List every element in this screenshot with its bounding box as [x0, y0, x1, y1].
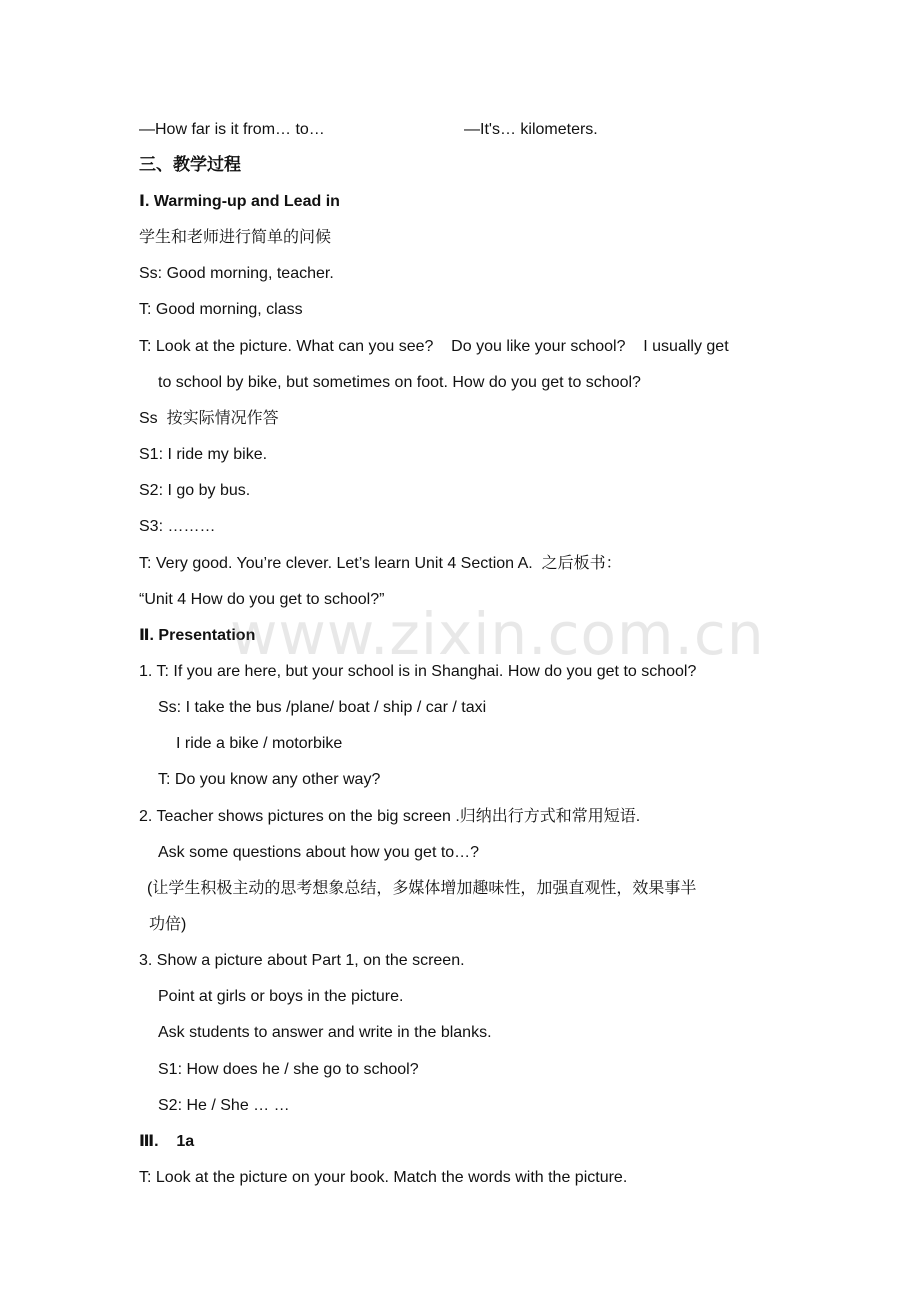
part2-title: Ⅱ. Presentation — [139, 627, 256, 644]
step-3: 3. Show a picture about Part 1, on the screen. — [139, 952, 465, 969]
dialogue-line: S1: I ride my bike. — [139, 446, 268, 463]
watermark: www.zixin.com.cn — [230, 600, 765, 668]
greet-intro: 学生和老师进行简单的问候 — [139, 229, 332, 246]
dialogue-line: Ss: Good morning, teacher. — [139, 265, 334, 282]
dialogue-line: T: Very good. You’re clever. Let’s learn Unit 4 Section A. 之后板书： — [139, 555, 622, 572]
section-title: 三、教学过程 — [139, 155, 241, 174]
dialogue-line: S2: I go by bus. — [139, 482, 251, 499]
answer-pattern: —It's… kilometers. — [464, 121, 598, 138]
step-2-note-cont: 功倍) — [149, 916, 187, 933]
step-3-detail: Ask students to answer and write in the blanks. — [158, 1024, 492, 1041]
dialogue-line: T: Look at the picture. What can you see? Do you like your school? I usually get — [139, 338, 729, 355]
dialogue-line: S1: How does he / she go to school? — [158, 1061, 419, 1078]
board-title: “Unit 4 How do you get to school?” — [139, 591, 385, 608]
part1-title: Ⅰ. Warming-up and Lead in — [139, 193, 340, 210]
question-pattern: —How far is it from… to… — [139, 121, 325, 138]
step-2: 2. Teacher shows pictures on the big screen .归纳出行方式和常用短语. — [139, 808, 641, 825]
dialogue-line: T: Good morning, class — [139, 301, 303, 318]
dialogue-line: Ss: I take the bus /plane/ boat / ship / car / taxi — [158, 699, 487, 716]
dialogue-line: Ss 按实际情况作答 — [139, 410, 279, 427]
dialogue-line: T: Look at the picture on your book. Match the words with the picture. — [139, 1169, 628, 1186]
dialogue-line: T: Do you know any other way? — [158, 771, 381, 788]
step-2-note: (让学生积极主动的思考想象总结，多媒体增加趣味性，加强直观性，效果事半 — [147, 880, 697, 897]
dialogue-line: I ride a bike / motorbike — [176, 735, 343, 752]
dialogue-line: S3: ……… — [139, 518, 216, 535]
step-2-detail: Ask some questions about how you get to…? — [158, 844, 480, 861]
step-1: 1. T: If you are here, but your school is in Shanghai. How do you get to school? — [139, 663, 697, 680]
dialogue-line-cont: to school by bike, but sometimes on foot. How do you get to school? — [158, 374, 641, 391]
dialogue-line: S2: He / She … … — [158, 1097, 290, 1114]
part3-title: Ⅲ. 1a — [139, 1133, 195, 1150]
step-3-detail: Point at girls or boys in the picture. — [158, 988, 404, 1005]
